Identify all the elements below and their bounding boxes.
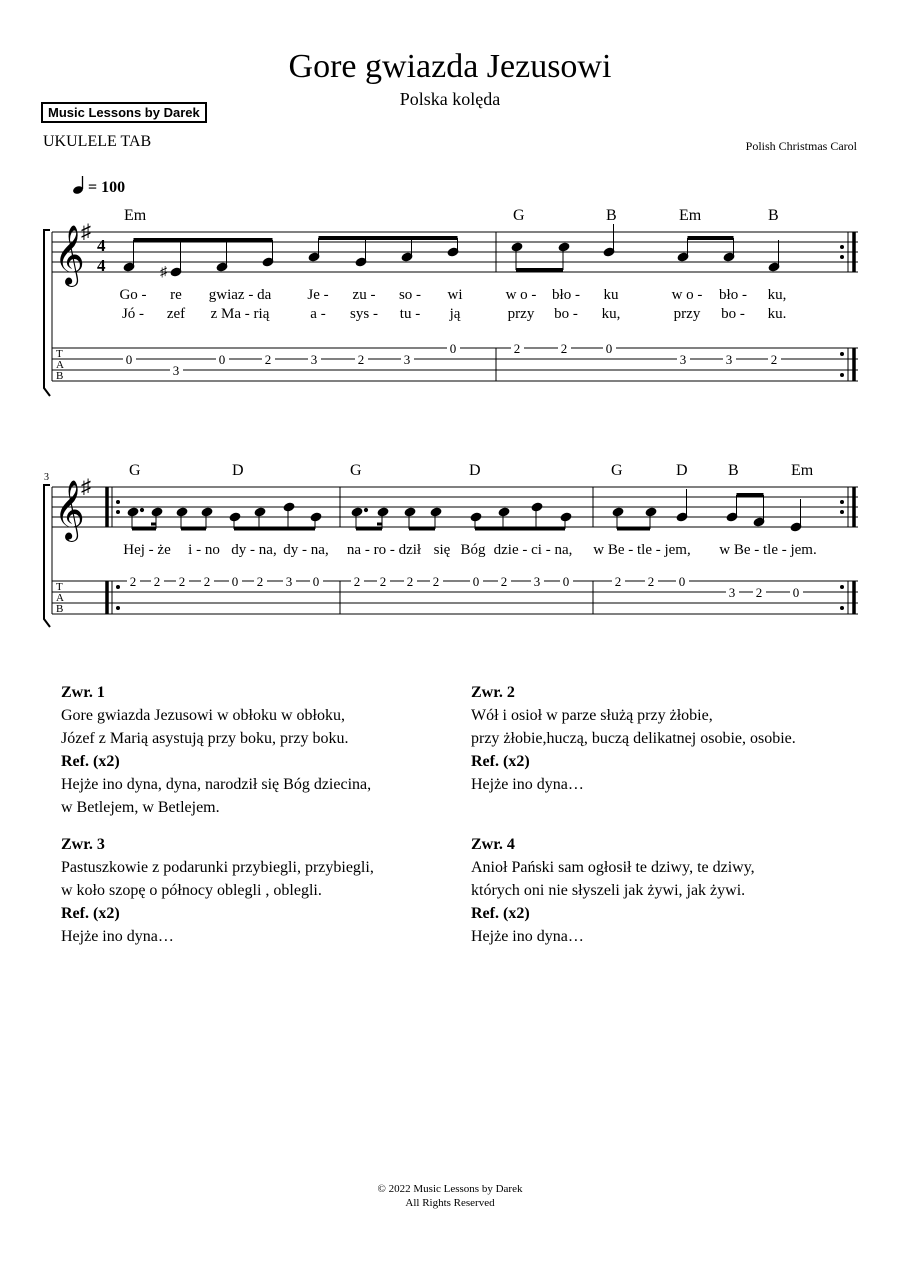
- verse-line: Gore gwiazda Jezusowi w obłoku w obłoku,: [61, 707, 345, 724]
- note: [127, 507, 143, 529]
- chord: G: [513, 207, 525, 224]
- note: [216, 240, 228, 272]
- tab-fret: 2: [560, 341, 568, 356]
- note: [560, 512, 572, 529]
- lyric: Go -: [119, 287, 147, 303]
- chord: Em: [679, 207, 702, 224]
- tab-fret: 0: [125, 352, 133, 367]
- chord: B: [728, 462, 739, 479]
- tab-fret: 0: [218, 352, 226, 367]
- tab-fret: 2: [647, 574, 655, 589]
- verse-line: Anioł Pański sam ogłosił te dziwy, te dziwy,: [471, 859, 755, 876]
- lyric: so -: [398, 287, 422, 303]
- verse-2: [471, 681, 871, 796]
- lyric: przy: [507, 306, 535, 322]
- rights: All Rights Reserved: [405, 1197, 495, 1209]
- refrain-heading: Ref. (x2): [61, 753, 120, 770]
- lyrics-line: [123, 542, 816, 558]
- verse-line: Józef z Marią asystują przy boku, przy boku.: [61, 730, 349, 747]
- tab-fret: 2: [357, 352, 365, 367]
- tab-fret: 3: [285, 574, 293, 589]
- note: [768, 240, 780, 272]
- quarter-note-icon: [72, 175, 88, 195]
- note: [170, 240, 182, 277]
- tab-fret: 2: [353, 574, 361, 589]
- chord-symbols: [129, 462, 814, 479]
- tab-fret: 2: [406, 574, 414, 589]
- song-subtitle: Polska kolęda: [399, 89, 501, 109]
- tab-fret: 0: [605, 341, 613, 356]
- note: [377, 507, 389, 529]
- lyric: bło -: [552, 287, 580, 303]
- note: [351, 507, 367, 529]
- lyric: w o -: [505, 287, 537, 303]
- tab-fret: 2: [432, 574, 440, 589]
- tab-fret: 3: [403, 352, 411, 367]
- lyric: przy: [673, 306, 701, 322]
- tab-fret: 2: [755, 585, 763, 600]
- tab-label-a: A: [56, 592, 64, 604]
- note: [498, 507, 510, 529]
- time-signature-top: 4: [97, 236, 106, 255]
- tab-fret: 2: [770, 352, 778, 367]
- tab-fret: 2: [513, 341, 521, 356]
- note: [254, 507, 266, 529]
- refrain-heading: Ref. (x2): [471, 753, 530, 770]
- lyric: dy - na,: [283, 542, 329, 558]
- song-title: Gore gwiazda Jezusowi: [288, 48, 612, 85]
- note: [645, 507, 657, 529]
- verse-line: Pastuszkowie z podarunki przybiegli, przybiegli,: [61, 859, 374, 876]
- key-signature-sharp: ♯: [81, 476, 91, 498]
- lyric: Je -: [307, 287, 329, 303]
- lyric: bło -: [719, 287, 747, 303]
- tab-fret: 2: [203, 574, 211, 589]
- chord: B: [606, 207, 617, 224]
- tab-label-a: A: [56, 359, 64, 371]
- tab-fret: 2: [500, 574, 508, 589]
- footer: [0, 1182, 900, 1210]
- note: [430, 507, 442, 529]
- tab-fret: 0: [792, 585, 800, 600]
- note: [404, 507, 416, 529]
- tab-fret: 2: [178, 574, 186, 589]
- lyric: ku.: [767, 306, 787, 322]
- verse-line: w koło szopę o północy oblegli , oblegli.: [61, 882, 322, 899]
- lyrics-line-2: [122, 306, 786, 322]
- lyric: sys -: [350, 306, 378, 322]
- note: [262, 240, 274, 267]
- tab-fret: 3: [533, 574, 541, 589]
- lyric: tu -: [399, 306, 421, 322]
- tab-fret: 2: [614, 574, 622, 589]
- note: [310, 512, 322, 529]
- note: [283, 502, 295, 529]
- lyric: wi: [447, 287, 463, 303]
- chord: Em: [791, 462, 814, 479]
- lyric: na - ro - dził: [346, 542, 422, 558]
- note: [447, 238, 459, 257]
- tab-fret: 3: [310, 352, 318, 367]
- lyric: zef: [166, 306, 186, 322]
- lyric: bo -: [721, 306, 745, 322]
- lyric: ku,: [767, 287, 787, 303]
- verse-heading: Zwr. 2: [471, 684, 515, 701]
- tempo-value: = 100: [88, 179, 126, 196]
- tab-fret: 0: [562, 574, 570, 589]
- lyric: Jó -: [121, 306, 145, 322]
- lyric: ją: [449, 306, 461, 322]
- verse-line: przy żłobie,huczą, buczą delikatnej osobie, osobie.: [471, 730, 796, 747]
- verse-4: [471, 833, 871, 948]
- lyric: w o -: [671, 287, 703, 303]
- tab-fret: 3: [728, 585, 736, 600]
- verse-line: Wół i osioł w parze służą przy żłobie,: [471, 707, 713, 724]
- treble-clef-icon: 𝄞: [54, 227, 85, 284]
- chord-symbols: [124, 207, 779, 224]
- lyrics-line-1: [119, 287, 786, 303]
- tab-label-b: B: [56, 370, 64, 382]
- note: [790, 499, 802, 532]
- note: [676, 489, 688, 522]
- tempo-marking: [72, 175, 125, 197]
- note: [558, 242, 570, 270]
- verse-heading: Zwr. 4: [471, 836, 515, 853]
- lyric: i - no: [188, 542, 220, 558]
- verse-heading: Zwr. 3: [61, 836, 105, 853]
- note: [176, 507, 188, 529]
- lyric: się: [433, 542, 451, 558]
- score-system-1: [0, 200, 900, 405]
- note: [726, 495, 738, 522]
- note: [511, 242, 523, 270]
- lyric: zu -: [352, 287, 376, 303]
- chord: B: [768, 207, 779, 224]
- lyric: gwiaz - da: [208, 287, 272, 303]
- note: [229, 512, 241, 529]
- note: [123, 240, 135, 272]
- tab-label-t: T: [56, 348, 63, 360]
- lyric: w Be - tle - jem,: [593, 542, 691, 558]
- system-brace: [44, 485, 50, 627]
- chord: D: [232, 462, 244, 479]
- note: [603, 224, 615, 257]
- refrain-heading: Ref. (x2): [471, 905, 530, 922]
- notes: [127, 489, 802, 532]
- lyric: ku,: [601, 306, 621, 322]
- chord: Em: [124, 207, 147, 224]
- start-repeat-barline: [107, 487, 120, 614]
- treble-clef-icon: 𝄞: [54, 482, 85, 539]
- sharp-accidental: ♯: [160, 265, 167, 280]
- lyric: bo -: [554, 306, 578, 322]
- origin-label: Polish Christmas Carol: [745, 139, 857, 153]
- tab-fret: 0: [472, 574, 480, 589]
- tab-fret: 2: [379, 574, 387, 589]
- chord: G: [129, 462, 141, 479]
- lyric: re: [170, 287, 182, 303]
- note: [470, 512, 482, 529]
- lyric: Hej - że: [123, 542, 171, 558]
- note: [531, 502, 543, 529]
- score-system-2: [0, 455, 900, 635]
- tab-fret: 0: [231, 574, 239, 589]
- verse-heading: Zwr. 1: [61, 684, 105, 701]
- refrain-line: Hejże ino dyna, dyna, narodził się Bóg dziecina,: [61, 776, 372, 793]
- lyric: Bóg: [460, 542, 486, 558]
- verse-3: [61, 833, 461, 948]
- tab-fret: 3: [725, 352, 733, 367]
- lyric: ku: [603, 287, 619, 303]
- tab-fret: 2: [264, 352, 272, 367]
- tab-fret: 0: [449, 341, 457, 356]
- note: [753, 495, 765, 527]
- instrument-label: UKULELE TAB: [43, 133, 152, 150]
- key-signature-sharp: ♯: [81, 221, 91, 243]
- time-signature-bottom: 4: [97, 256, 106, 275]
- tab-fret: 2: [153, 574, 161, 589]
- tab-label-b: B: [56, 603, 64, 615]
- tab-fret: 2: [256, 574, 264, 589]
- lyric: w Be - tle - jem.: [719, 542, 817, 558]
- tab-fret: 0: [312, 574, 320, 589]
- tab-fret: 3: [172, 363, 180, 378]
- refrain-line: Hejże ino dyna…: [471, 928, 584, 945]
- brand-label: Music Lessons by Darek: [41, 102, 207, 123]
- tab-fret: 0: [678, 574, 686, 589]
- lyric: z Ma - rią: [210, 306, 270, 322]
- tab-label-t: T: [56, 581, 63, 593]
- copyright: © 2022 Music Lessons by Darek: [377, 1183, 523, 1195]
- note: [612, 507, 624, 529]
- verse-1: [61, 681, 461, 819]
- tab-numbers: [127, 574, 803, 600]
- note: [151, 507, 163, 529]
- system-brace: [44, 230, 50, 396]
- refrain-line: Hejże ino dyna…: [471, 776, 584, 793]
- chord: D: [469, 462, 481, 479]
- chord: D: [676, 462, 688, 479]
- refrain-line: w Betlejem, w Betlejem.: [61, 799, 220, 816]
- tab-fret: 3: [679, 352, 687, 367]
- verse-line: których oni nie słyszeli jak żywi, jak żywi.: [471, 882, 746, 899]
- chord: G: [350, 462, 362, 479]
- refrain-heading: Ref. (x2): [61, 905, 120, 922]
- chord: G: [611, 462, 623, 479]
- refrain-line: Hejże ino dyna…: [61, 928, 174, 945]
- tab-fret: 2: [129, 574, 137, 589]
- lyric: dzie - ci - na,: [493, 542, 573, 558]
- measure-number: 3: [44, 472, 49, 483]
- note: [201, 507, 213, 529]
- lyric: dy - na,: [231, 542, 277, 558]
- lyric: a -: [310, 306, 326, 322]
- final-repeat-barline: [840, 487, 854, 614]
